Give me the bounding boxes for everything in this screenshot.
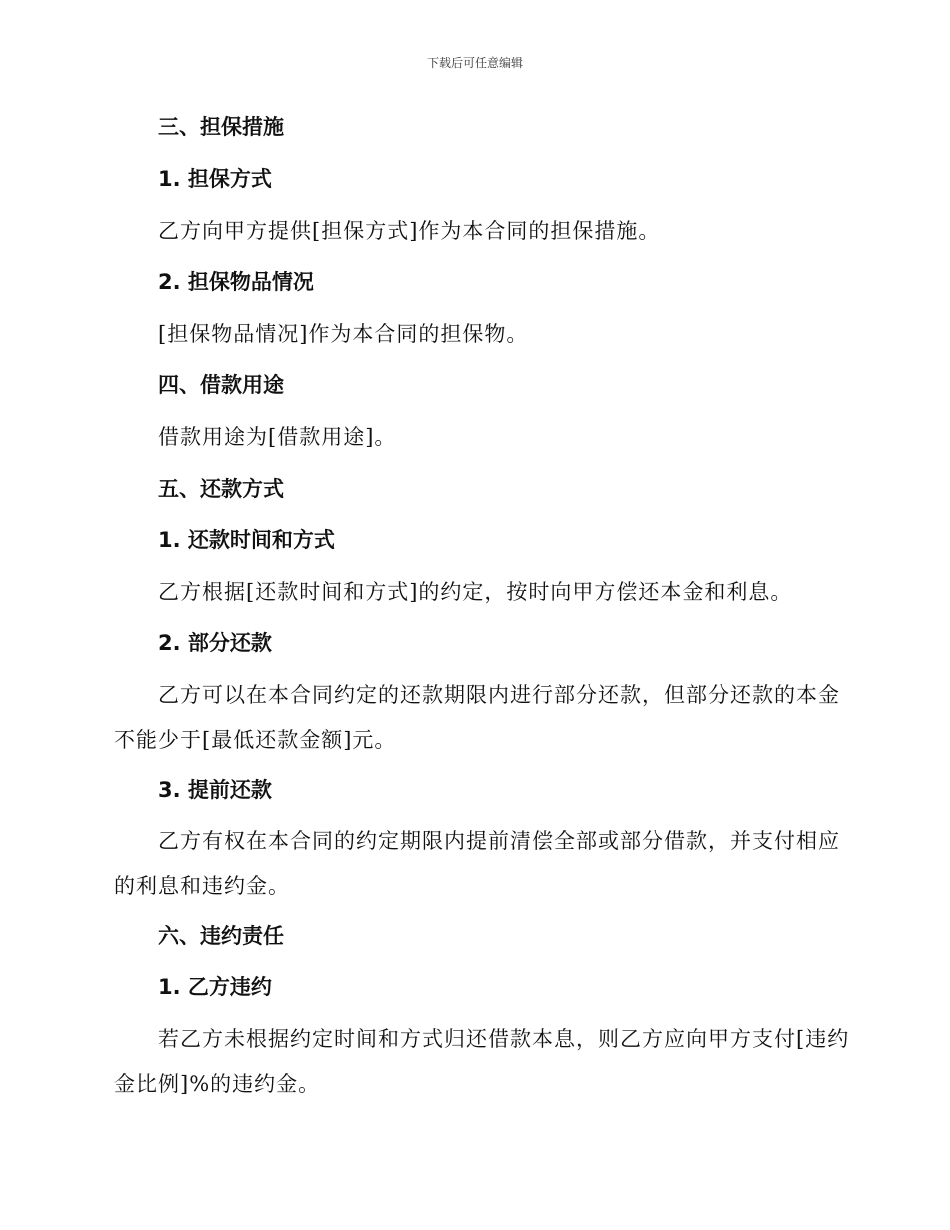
- section-5-3-text-line2: 的利息和违约金。: [114, 874, 290, 898]
- section-3-2-text: [担保物品情况]作为本合同的担保物。: [158, 322, 529, 346]
- section-6-1-text-line1: 若乙方未根据约定时间和方式归还借款本息，则乙方应向甲方支付[违约: [158, 1027, 850, 1051]
- section-3-1-title: 1. 担保方式: [158, 167, 272, 191]
- section-3-2-title: 2. 担保物品情况: [158, 270, 314, 294]
- section-5-2-text-line2: 不能少于[最低还款金额]元。: [114, 728, 397, 752]
- section-4-title: 四、借款用途: [158, 373, 284, 397]
- section-5-1-title: 1. 还款时间和方式: [158, 528, 335, 552]
- section-4-text: 借款用途为[借款用途]。: [158, 425, 397, 449]
- section-6-1-title: 1. 乙方违约: [158, 975, 272, 999]
- section-3-1-text: 乙方向甲方提供[担保方式]作为本合同的担保措施。: [158, 219, 661, 243]
- section-5-2-text-line1: 乙方可以在本合同约定的还款期限内进行部分还款，但部分还款的本金: [158, 683, 840, 707]
- section-3-title: 三、担保措施: [158, 115, 284, 139]
- section-5-2-title: 2. 部分还款: [158, 631, 272, 655]
- section-5-3-text-line1: 乙方有权在本合同的约定期限内提前清偿全部或部分借款，并支付相应: [158, 829, 840, 853]
- page-header-note: 下载后可任意编辑: [426, 56, 523, 70]
- section-5-3-title: 3. 提前还款: [158, 778, 272, 802]
- section-5-1-text: 乙方根据[还款时间和方式]的约定，按时向甲方偿还本金和利息。: [158, 580, 793, 604]
- section-6-title: 六、违约责任: [158, 924, 284, 948]
- section-5-title: 五、还款方式: [158, 477, 284, 501]
- section-6-1-text-line2: 金比例]%的违约金。: [114, 1072, 321, 1096]
